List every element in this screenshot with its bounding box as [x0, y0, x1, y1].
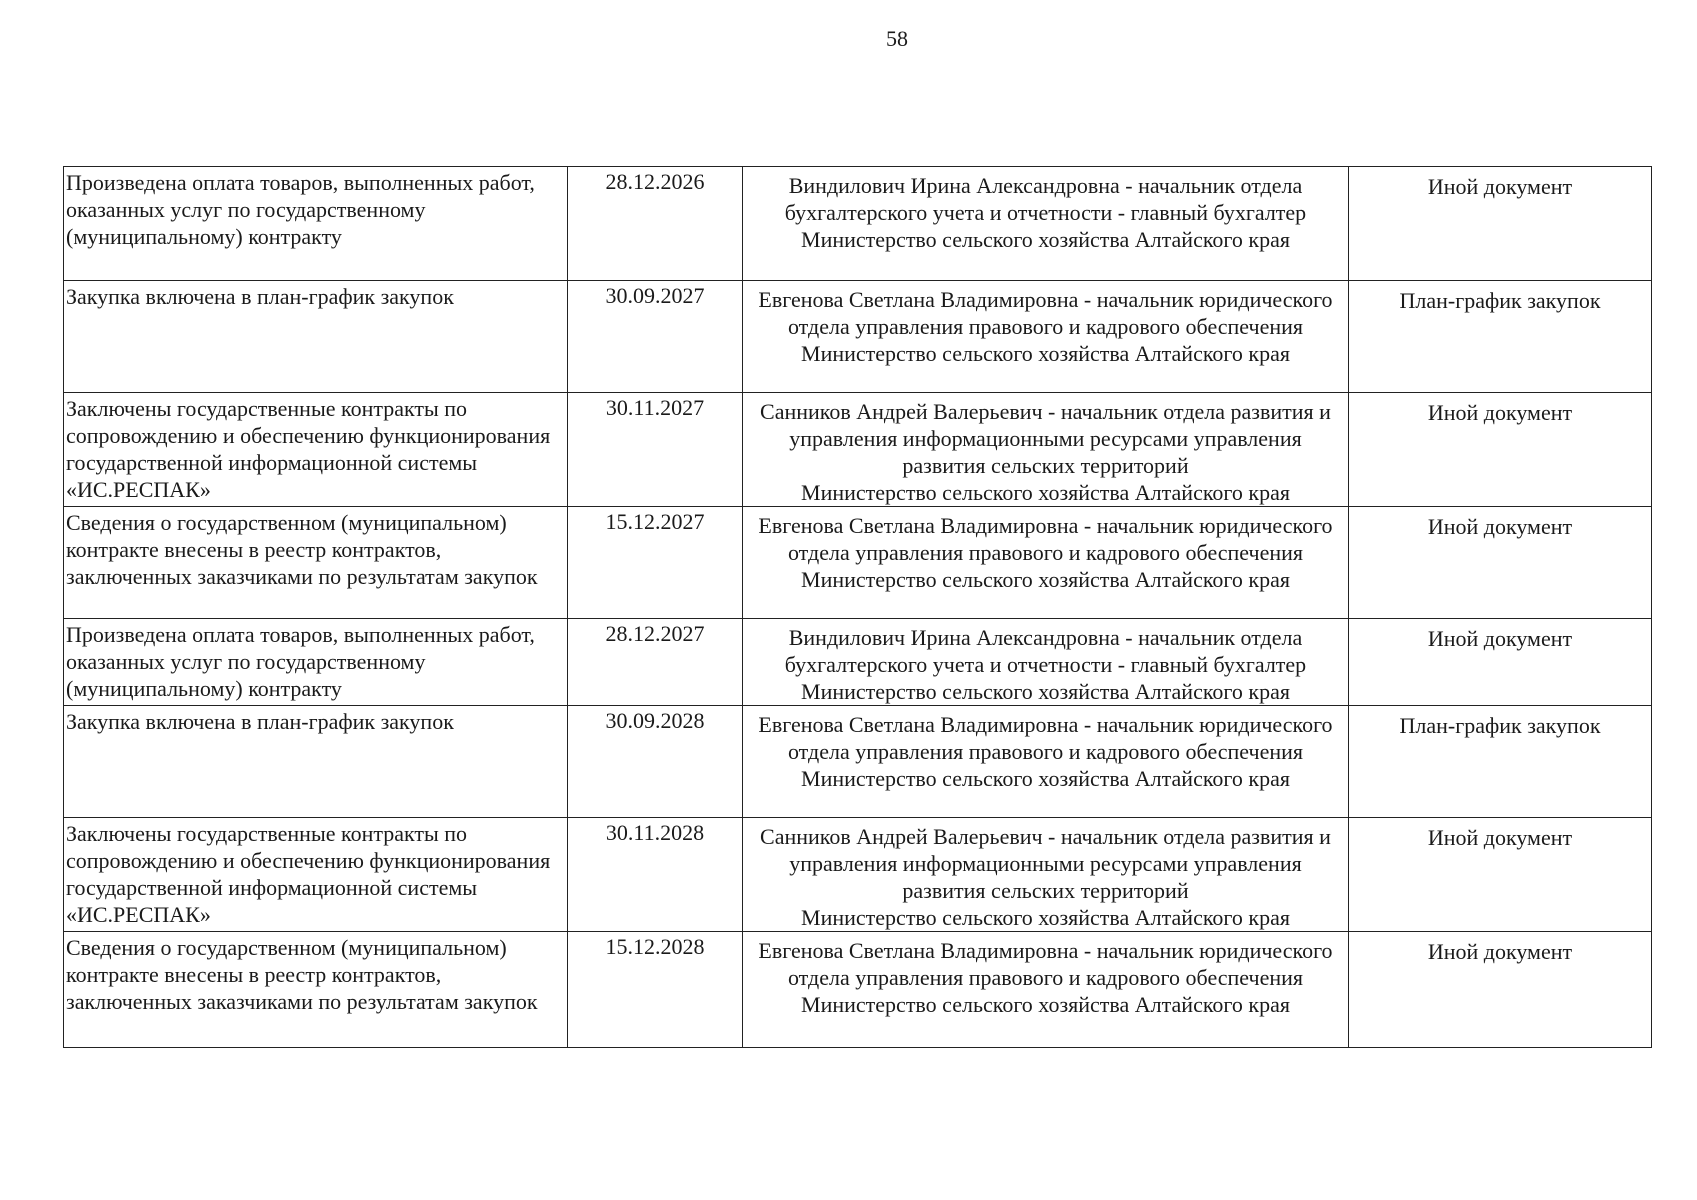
responsible-organization: Министерство сельского хозяйства Алтайского края [801, 341, 1290, 366]
event-cell: Произведена оплата товаров, выполненных работ, оказанных услуг по государственному (муниципальному) контракту [64, 167, 568, 281]
responsible-organization: Министерство сельского хозяйства Алтайского края [801, 567, 1290, 592]
date-cell: 15.12.2027 [568, 507, 743, 619]
responsible-organization: Министерство сельского хозяйства Алтайского края [801, 679, 1290, 704]
table-row [64, 706, 1652, 818]
date-cell: 15.12.2028 [568, 932, 743, 1048]
page-number: 58 [886, 26, 908, 51]
event-cell: Сведения о государственном (муниципальном) контракте внесены в реестр контрактов, заключенных заказчиками по результатам закупок [64, 507, 568, 619]
responsible-organization: Министерство сельского хозяйства Алтайского края [801, 480, 1290, 505]
event-cell: Заключены государственные контракты по сопровождению и обеспечению функционирования государственной информационной системы «ИС.РЕСПАК» [64, 393, 568, 507]
table-row [64, 619, 1652, 706]
event-cell: Закупка включена в план-график закупок [64, 706, 568, 818]
document-type-cell: План-график закупок [1349, 706, 1652, 818]
event-cell: Закупка включена в план-график закупок [64, 281, 568, 393]
responsible-person: Санников Андрей Валерьевич - начальник отдела развития и управления информационными ресурсами управления развития сельских территорий [760, 824, 1331, 903]
responsible-cell [743, 619, 1349, 706]
date-cell: 30.09.2028 [568, 706, 743, 818]
date-cell: 28.12.2027 [568, 619, 743, 706]
table-row [64, 281, 1652, 393]
responsible-cell [743, 818, 1349, 932]
responsible-person: Евгенова Светлана Владимировна - начальник юридического отдела управления правового и кадрового обеспечения [758, 938, 1333, 990]
responsible-person: Евгенова Светлана Владимировна - начальник юридического отдела управления правового и кадрового обеспечения [758, 712, 1333, 764]
responsible-person: Санников Андрей Валерьевич - начальник отдела развития и управления информационными ресурсами управления развития сельских территорий [760, 399, 1331, 478]
document-type-cell: Иной документ [1349, 818, 1652, 932]
document-type-cell: План-график закупок [1349, 281, 1652, 393]
document-type-cell: Иной документ [1349, 619, 1652, 706]
responsible-person: Виндилович Ирина Александровна - начальник отдела бухгалтерского учета и отчетности - главный бухгалтер [784, 173, 1307, 225]
responsible-person: Виндилович Ирина Александровна - начальник отдела бухгалтерского учета и отчетности - главный бухгалтер [784, 625, 1307, 677]
responsible-organization: Министерство сельского хозяйства Алтайского края [801, 766, 1290, 791]
document-type-cell: Иной документ [1349, 167, 1652, 281]
table-row [64, 167, 1652, 281]
responsible-organization: Министерство сельского хозяйства Алтайского края [801, 992, 1290, 1017]
date-cell: 30.11.2027 [568, 393, 743, 507]
date-cell: 30.09.2027 [568, 281, 743, 393]
responsible-cell [743, 507, 1349, 619]
responsible-cell [743, 706, 1349, 818]
event-cell: Произведена оплата товаров, выполненных работ, оказанных услуг по государственному (муниципальному) контракту [64, 619, 568, 706]
document-type-cell: Иной документ [1349, 507, 1652, 619]
date-cell: 30.11.2028 [568, 818, 743, 932]
event-cell: Заключены государственные контракты по сопровождению и обеспечению функционирования государственной информационной системы «ИС.РЕСПАК» [64, 818, 568, 932]
responsible-person: Евгенова Светлана Владимировна - начальник юридического отдела управления правового и кадрового обеспечения [758, 513, 1333, 565]
responsible-cell [743, 167, 1349, 281]
responsible-cell [743, 281, 1349, 393]
responsible-person: Евгенова Светлана Владимировна - начальник юридического отдела управления правового и кадрового обеспечения [758, 287, 1333, 339]
document-type-cell: Иной документ [1349, 932, 1652, 1048]
table-row [64, 818, 1652, 932]
table-row [64, 932, 1652, 1048]
document-type-cell: Иной документ [1349, 393, 1652, 507]
responsible-organization: Министерство сельского хозяйства Алтайского края [801, 227, 1290, 252]
table-row [64, 507, 1652, 619]
table-row [64, 393, 1652, 507]
control-points-table [63, 166, 1652, 1048]
event-cell: Сведения о государственном (муниципальном) контракте внесены в реестр контрактов, заключенных заказчиками по результатам закупок [64, 932, 568, 1048]
responsible-organization: Министерство сельского хозяйства Алтайского края [801, 905, 1290, 930]
responsible-cell [743, 932, 1349, 1048]
date-cell: 28.12.2026 [568, 167, 743, 281]
responsible-cell [743, 393, 1349, 507]
